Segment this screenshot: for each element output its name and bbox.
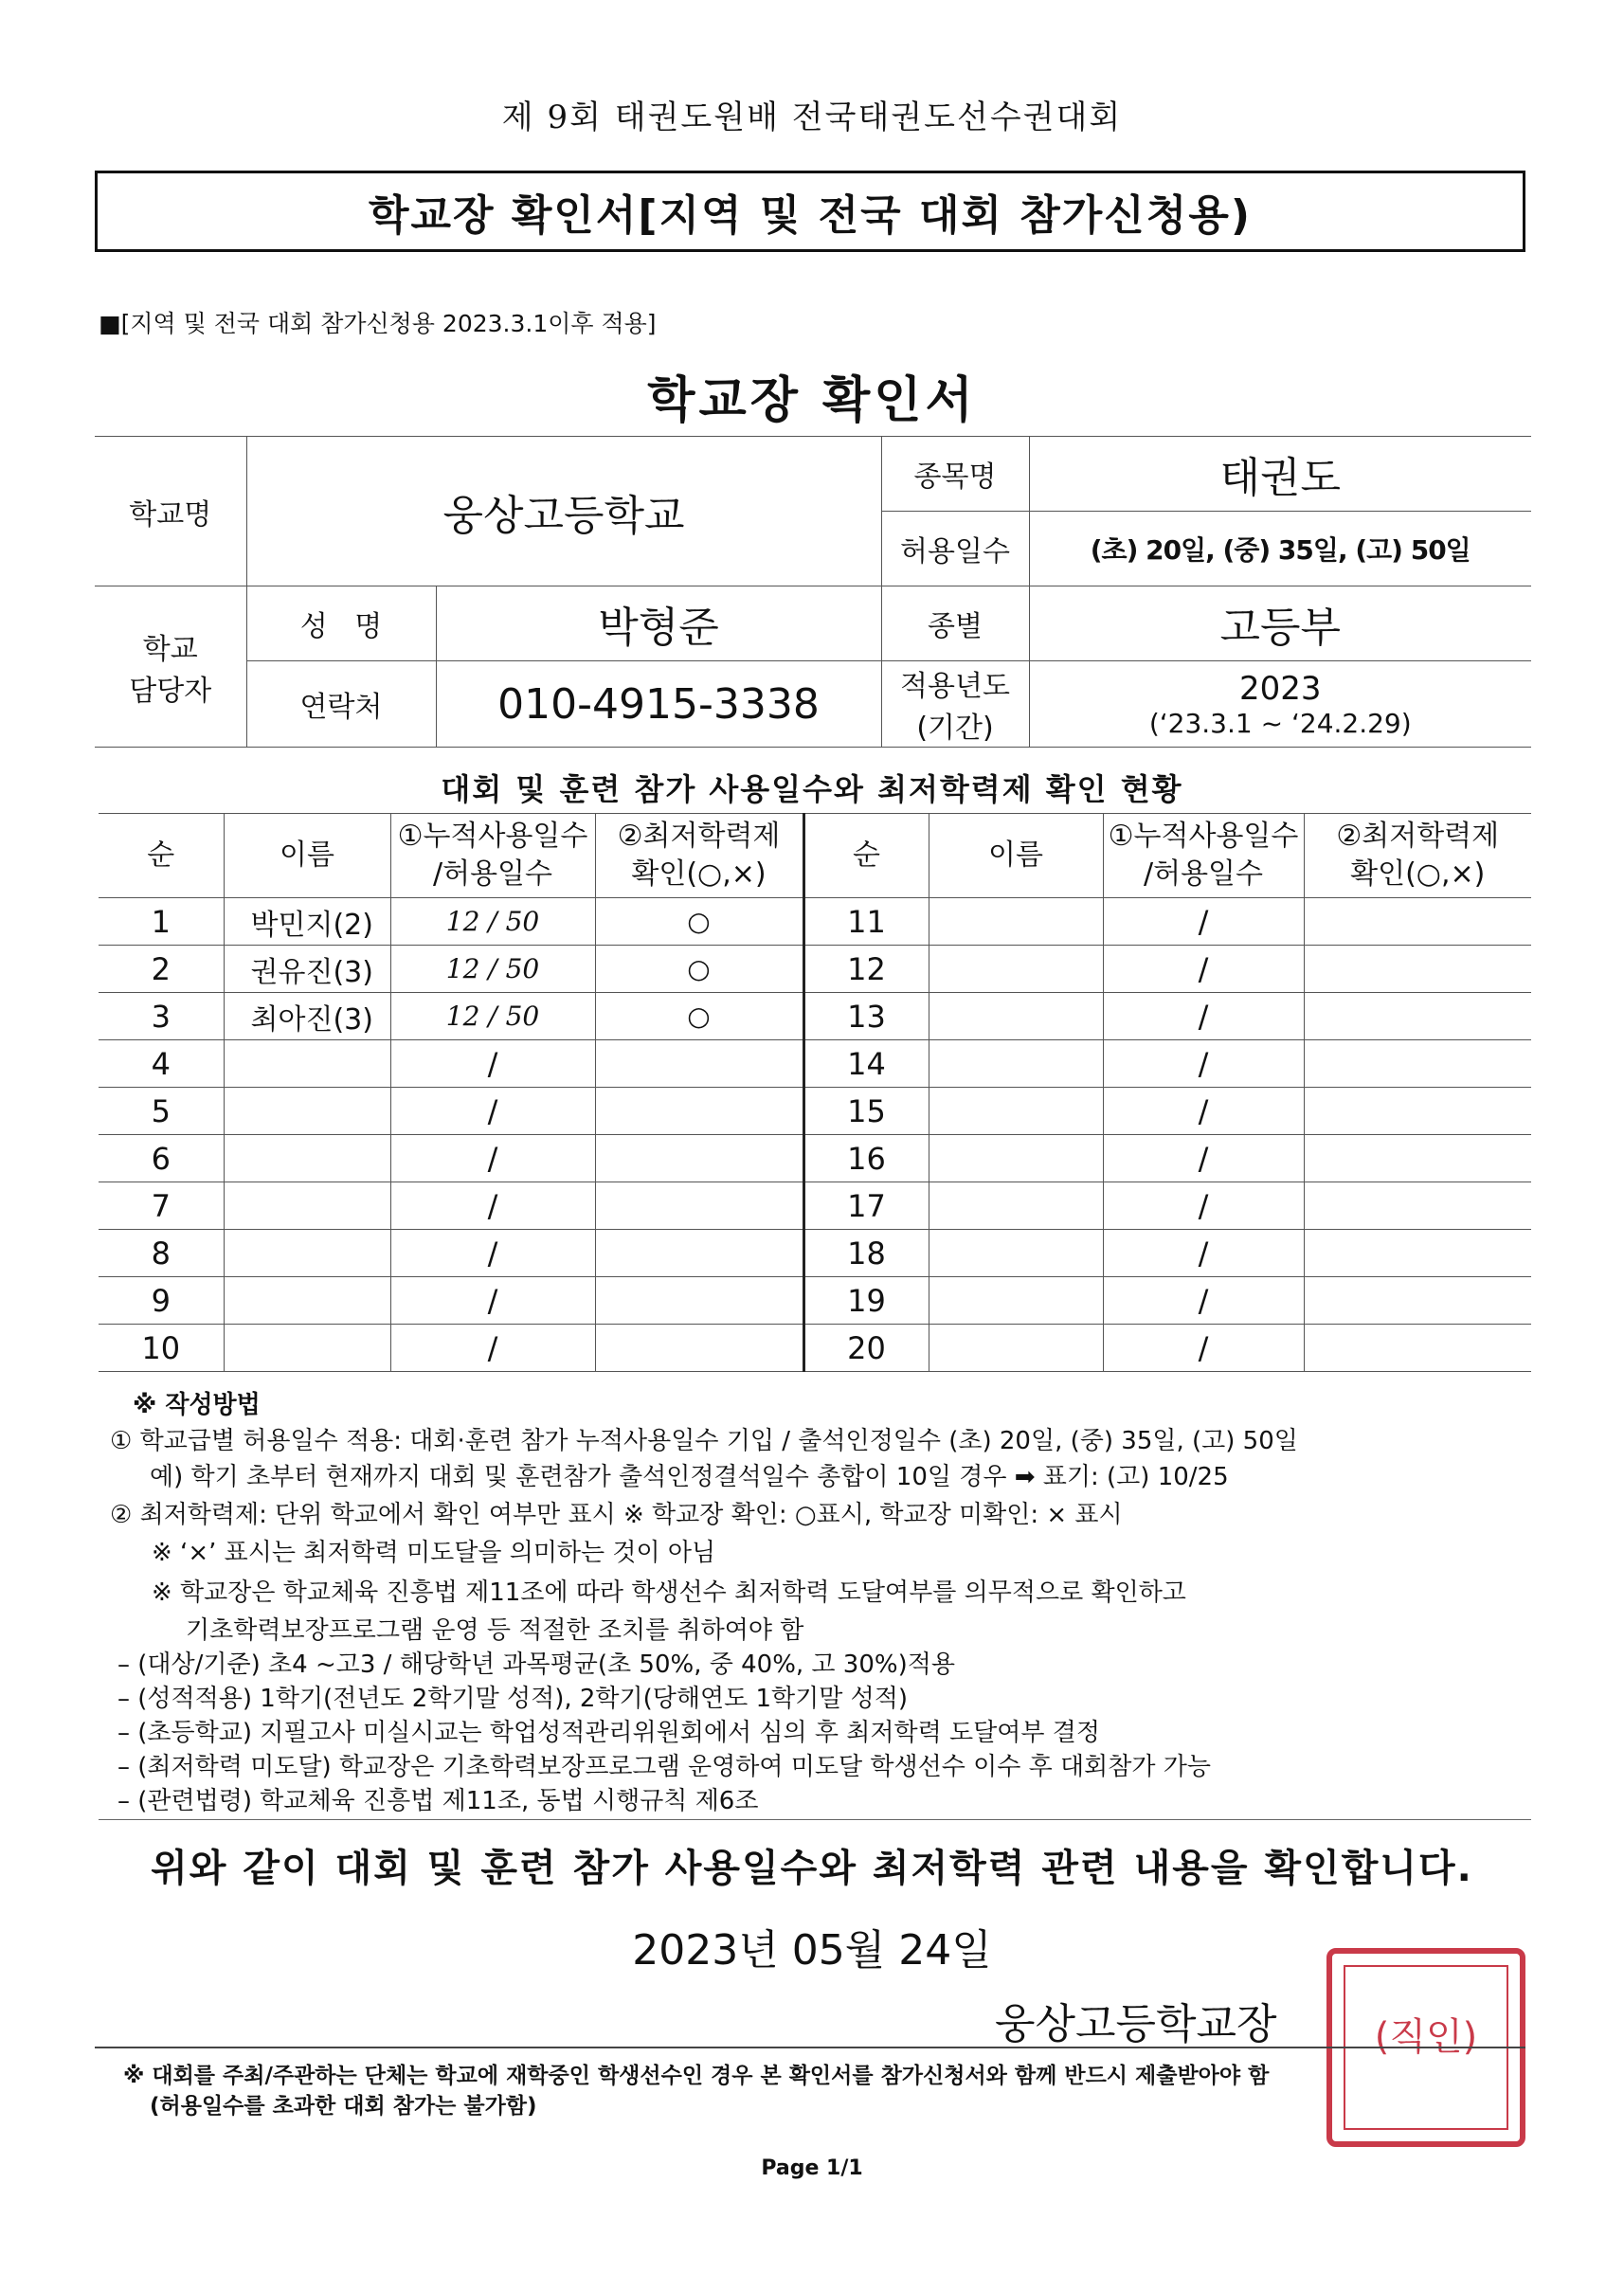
academic-check — [595, 1277, 803, 1325]
table-row — [99, 1135, 1531, 1182]
used-days: 12 / 50 — [390, 898, 595, 946]
school-name-value: 웅상고등학교 — [246, 437, 881, 586]
application-note: ■[지역 및 전국 대회 참가신청용 2023.3.1이후 적용] — [99, 310, 657, 337]
row-number: 12 — [803, 946, 929, 993]
note-2: ② 최저학력제: 단위 학교에서 확인 여부만 표시 ※ 학교장 확인: ○표시, 학교장 미확인: × 표시 — [110, 1501, 1123, 1529]
row-number: 4 — [99, 1040, 224, 1088]
academic-check: ○ — [595, 946, 803, 993]
note-1: ① 학교급별 허용일수 적용: 대회·훈련 참가 누적사용일수 기입 / 출석인정일수 (초) 20일, (중) 35일, (고) 50일 — [110, 1427, 1298, 1455]
used-days: / — [390, 1230, 595, 1277]
academic-check — [1304, 1325, 1531, 1372]
row-number: 1 — [99, 898, 224, 946]
person-name-label: 성 명 — [246, 586, 436, 661]
row-number: 11 — [803, 898, 929, 946]
note-2-c: 기초학력보장프로그램 운영 등 적절한 조치를 취하여야 함 — [186, 1616, 804, 1645]
row-number: 13 — [803, 993, 929, 1040]
year-value-cell — [1029, 661, 1531, 748]
used-days: / — [390, 1182, 595, 1230]
row-number: 6 — [99, 1135, 224, 1182]
table-row — [99, 1182, 1531, 1230]
athlete-name — [929, 1182, 1103, 1230]
seal-text: (직인) — [1374, 2015, 1478, 2059]
row-number: 18 — [803, 1230, 929, 1277]
academic-check — [1304, 1182, 1531, 1230]
used-days: / — [1103, 1325, 1304, 1372]
academic-check — [595, 1230, 803, 1277]
academic-check — [1304, 898, 1531, 946]
academic-check — [1304, 1040, 1531, 1088]
athlete-name — [929, 1088, 1103, 1135]
footer-note: ※ 대회를 주최/주관하는 단체는 학교에 재학중인 학생선수인 경우 본 확인서를 참가신청서와 함께 반드시 제출받아야 함 — [123, 2064, 1270, 2088]
category-label: 종별 — [881, 586, 1029, 661]
note-1-example: 예) 학기 초부터 현재까지 대회 및 훈련참가 출석인정결석일수 총합이 10일 경우 ➡ 표기: (고) 10/25 — [150, 1463, 1229, 1491]
athlete-name — [224, 1088, 390, 1135]
detail-3: – (초등학교) 지필고사 미실시교는 학업성적관리위원회에서 심의 후 최저학력 도달여부 결정 — [117, 1719, 1100, 1747]
year-label-line2: (기간) — [916, 712, 994, 745]
used-days: / — [390, 1135, 595, 1182]
academic-check: ○ — [595, 993, 803, 1040]
used-days: / — [1103, 1135, 1304, 1182]
used-days: / — [1103, 1277, 1304, 1325]
header-days-right — [1103, 814, 1304, 898]
contact-person-label-line2: 담당자 — [129, 674, 212, 708]
footer-divider — [95, 2047, 1525, 2048]
row-number: 16 — [803, 1135, 929, 1182]
header-days-line2: /허용일수 — [432, 857, 553, 891]
used-days: / — [1103, 1230, 1304, 1277]
athlete-name — [929, 1325, 1103, 1372]
page-number: Page 1/1 — [761, 2156, 863, 2180]
used-days: / — [390, 1040, 595, 1088]
main-title: 학교장 확인서 — [647, 372, 977, 429]
usage-section-title: 대회 및 훈련 참가 사용일수와 최저학력제 확인 현황 — [441, 771, 1183, 807]
header-check-line2: 확인(○,×) — [631, 857, 767, 891]
usage-table — [99, 813, 1531, 1372]
row-number: 7 — [99, 1182, 224, 1230]
header-days-line1: ①누적사용일수 — [397, 820, 588, 853]
row-number: 8 — [99, 1230, 224, 1277]
academic-check — [595, 1135, 803, 1182]
athlete-name — [929, 1135, 1103, 1182]
row-number: 20 — [803, 1325, 929, 1372]
sport-value: 태권도 — [1029, 437, 1531, 512]
note-2-b: ※ 학교장은 학교체육 진흥법 제11조에 따라 학생선수 최저학력 도달여부를 의무적으로 확인하고 — [152, 1578, 1186, 1607]
athlete-name — [929, 1040, 1103, 1088]
row-number: 15 — [803, 1088, 929, 1135]
row-number: 5 — [99, 1088, 224, 1135]
year-value: 2023 — [1238, 669, 1322, 708]
row-number: 10 — [99, 1325, 224, 1372]
header-days — [390, 814, 595, 898]
athlete-name — [224, 1325, 390, 1372]
used-days: / — [390, 1325, 595, 1372]
confirmation-statement: 위와 같이 대회 및 훈련 참가 사용일수와 최저학력 관련 내용을 확인합니다. — [151, 1847, 1473, 1890]
table-row — [99, 993, 1531, 1040]
academic-check — [595, 1040, 803, 1088]
row-number: 14 — [803, 1040, 929, 1088]
school-name-label: 학교명 — [95, 437, 246, 586]
athlete-name — [929, 1277, 1103, 1325]
header-check — [595, 814, 803, 898]
athlete-name — [929, 1230, 1103, 1277]
athlete-name — [224, 1040, 390, 1088]
row-number: 2 — [99, 946, 224, 993]
used-days: / — [1103, 1040, 1304, 1088]
table-row — [99, 1325, 1531, 1372]
header-name-right: 이름 — [929, 814, 1103, 898]
allowed-days-value: (초) 20일, (중) 35일, (고) 50일 — [1029, 512, 1531, 586]
used-days: 12 / 50 — [390, 946, 595, 993]
athlete-name — [224, 1230, 390, 1277]
table-row — [99, 1277, 1531, 1325]
header-no: 순 — [99, 814, 224, 898]
detail-5: – (관련법령) 학교체육 진흥법 제11조, 동법 시행규칙 제6조 — [117, 1787, 759, 1815]
principal-name: 웅상고등학교장 — [995, 2000, 1277, 2048]
used-days: / — [390, 1088, 595, 1135]
used-days: / — [1103, 946, 1304, 993]
athlete-name: 박민지(2) — [224, 898, 390, 946]
row-number: 17 — [803, 1182, 929, 1230]
year-label-line1: 적용년도 — [900, 670, 1010, 703]
header-days-right-line2: /허용일수 — [1143, 857, 1264, 891]
note-2-a: ※ ‘×’ 표시는 최저학력 미도달을 의미하는 것이 아님 — [152, 1539, 716, 1567]
athlete-name — [224, 1277, 390, 1325]
header-days-right-line1: ①누적사용일수 — [1108, 820, 1299, 853]
table-row — [99, 1230, 1531, 1277]
person-name-value: 박형준 — [436, 586, 881, 661]
athlete-name: 최아진(3) — [224, 993, 390, 1040]
detail-2: – (성적적용) 1학기(전년도 2학기말 성적), 2학기(당해연도 1학기말 성적) — [117, 1685, 909, 1713]
academic-check — [1304, 1230, 1531, 1277]
contact-person-label-line1: 학교 — [142, 632, 198, 666]
header-check-line1: ②최저학력제 — [617, 820, 781, 853]
detail-1: – (대상/기준) 초4 ~고3 / 해당학년 과목평균(초 50%, 중 40%, 고 30%)적용 — [117, 1651, 955, 1679]
athlete-name — [224, 1135, 390, 1182]
header-check-right — [1304, 814, 1531, 898]
header-check-right-line2: 확인(○,×) — [1350, 857, 1486, 891]
athlete-name — [929, 946, 1103, 993]
allowed-days-label: 허용일수 — [881, 512, 1029, 586]
detail-4: – (최저학력 미도달) 학교장은 기초학력보장프로그램 운영하여 미도달 학생선수 이수 후 대회참가 가능 — [117, 1753, 1211, 1781]
used-days: / — [1103, 1088, 1304, 1135]
sport-label: 종목명 — [881, 437, 1029, 512]
table-row — [99, 898, 1531, 946]
athlete-name: 권유진(3) — [224, 946, 390, 993]
school-info-table — [95, 436, 1531, 748]
document-title-box: 학교장 확인서[지역 및 전국 대회 참가신청용) — [95, 171, 1525, 252]
event-title: 제 9회 태권도원배 전국태권도선수권대회 — [501, 99, 1123, 136]
phone-label: 연락처 — [246, 661, 436, 748]
year-period: (‘23.3.1 ~ ‘24.2.29) — [1148, 707, 1412, 739]
used-days: / — [1103, 993, 1304, 1040]
academic-check — [595, 1325, 803, 1372]
used-days: 12 / 50 — [390, 993, 595, 1040]
athlete-name — [929, 993, 1103, 1040]
notes-heading: ※ 작성방법 — [133, 1391, 261, 1419]
notes-divider — [99, 1819, 1531, 1820]
used-days: / — [390, 1277, 595, 1325]
table-row — [99, 946, 1531, 993]
athlete-name — [929, 898, 1103, 946]
row-number: 19 — [803, 1277, 929, 1325]
header-check-right-line1: ②최저학력제 — [1336, 820, 1500, 853]
academic-check — [1304, 1277, 1531, 1325]
row-number: 3 — [99, 993, 224, 1040]
academic-check — [1304, 946, 1531, 993]
header-no-right: 순 — [803, 814, 929, 898]
row-number: 9 — [99, 1277, 224, 1325]
athlete-name — [224, 1182, 390, 1230]
table-row — [99, 1040, 1531, 1088]
category-value: 고등부 — [1029, 586, 1531, 661]
header-name: 이름 — [224, 814, 390, 898]
academic-check — [1304, 1135, 1531, 1182]
academic-check — [595, 1182, 803, 1230]
academic-check — [1304, 993, 1531, 1040]
table-row — [99, 1088, 1531, 1135]
academic-check — [595, 1088, 803, 1135]
contact-person-label — [95, 586, 246, 748]
footer-note-2: (허용일수를 초과한 대회 참가는 불가함) — [150, 2094, 537, 2119]
year-label — [881, 661, 1029, 748]
document-date: 2023년 05월 24일 — [632, 1926, 992, 1975]
usage-header-row — [99, 814, 1531, 898]
phone-value: 010-4915-3338 — [436, 661, 881, 748]
used-days: / — [1103, 898, 1304, 946]
used-days: / — [1103, 1182, 1304, 1230]
academic-check: ○ — [595, 898, 803, 946]
academic-check — [1304, 1088, 1531, 1135]
